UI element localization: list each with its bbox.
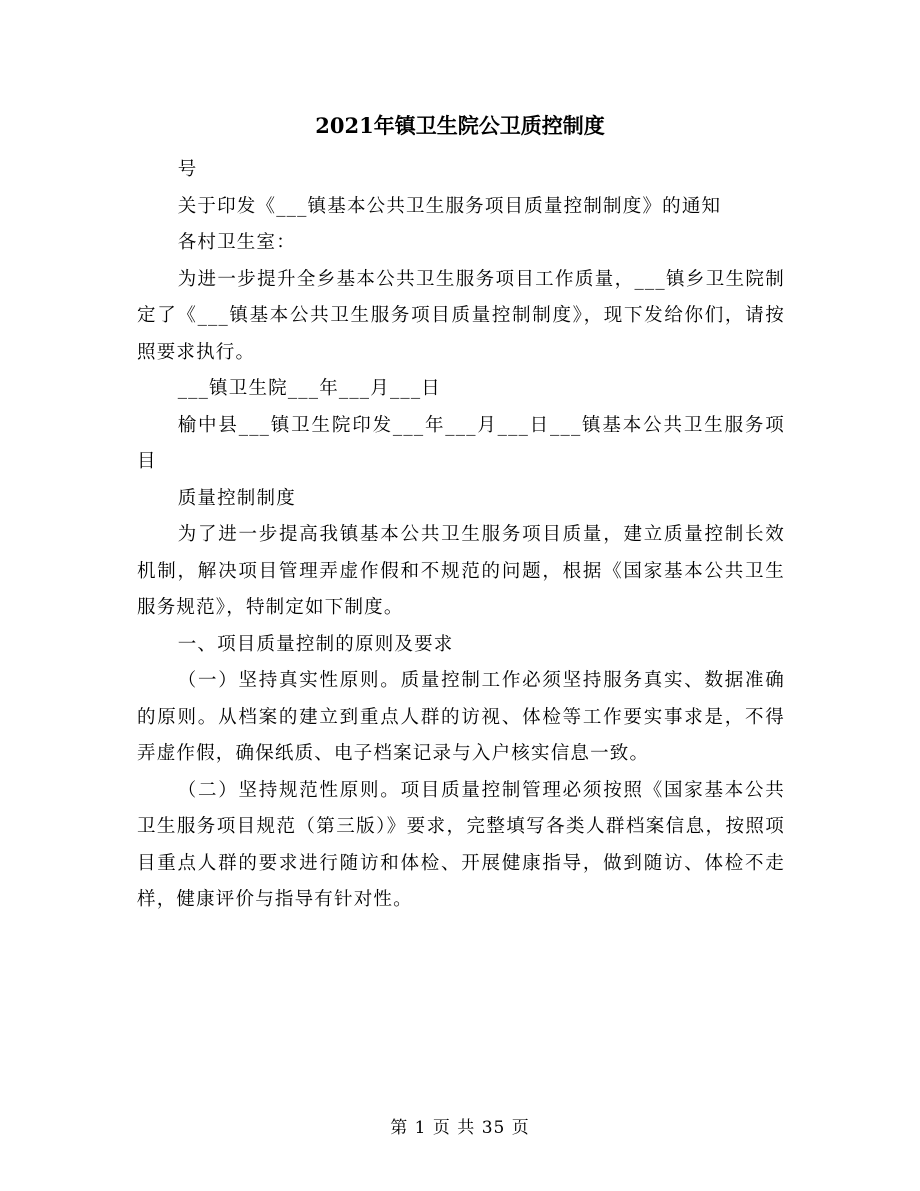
paragraph-intro: 为进一步提升全乡基本公共卫生服务项目工作质量，___镇乡卫生院制定了《___镇基本公共卫生服务项目质量控制制度》，现下发给你们，请按照要求执行。 — [137, 268, 785, 363]
page-footer: 第 1 页 共 35 页 — [390, 1118, 530, 1138]
paragraph-notice-heading: 关于印发《___镇基本公共卫生服务项目质量控制制度》的通知 — [177, 195, 722, 217]
paragraph-signature-date: ___镇卫生院___年___月___日 — [177, 378, 441, 399]
paragraph-principle-authenticity: （一）坚持真实性原则。质量控制工作必须坚持服务真实、数据准确的原则。从档案的建立到重点人群的访视、体检等工作要实事求是，不得弄虚作假，确保纸质、电子档案记录与入户核实信息一致。 — [137, 670, 785, 764]
paragraph-principle-standardization: （二）坚持规范性原则。项目质量控制管理必须按照《国家基本公共卫生服务项目规范（第三版）》要求，完整填写各类人群档案信息，按照项目重点人群的要求进行随访和体检、开展健康指导，做到随访、体检不走样，健康评价与指导有针对性。 — [137, 779, 785, 910]
paragraph-heading-principles: 一、项目质量控制的原则及要求 — [177, 633, 454, 655]
paragraph-section-title: 质量控制制度 — [177, 487, 296, 509]
paragraph-issuer: 榆中县___镇卫生院印发___年___月___日___镇基本公共卫生服务项目 — [137, 414, 785, 472]
document-title: 2021年镇卫生院公卫质控制度 — [315, 113, 605, 138]
paragraph-recipient: 各村卫生室： — [177, 232, 296, 253]
paragraph-purpose: 为了进一步提高我镇基本公共卫生服务项目质量，建立质量控制长效机制，解决项目管理弄虚作假和不规范的问题，根据《国家基本公共卫生服务规范》，特制定如下制度。 — [137, 524, 785, 618]
paragraph-number: 号 — [177, 159, 198, 180]
document-body — [137, 152, 785, 919]
